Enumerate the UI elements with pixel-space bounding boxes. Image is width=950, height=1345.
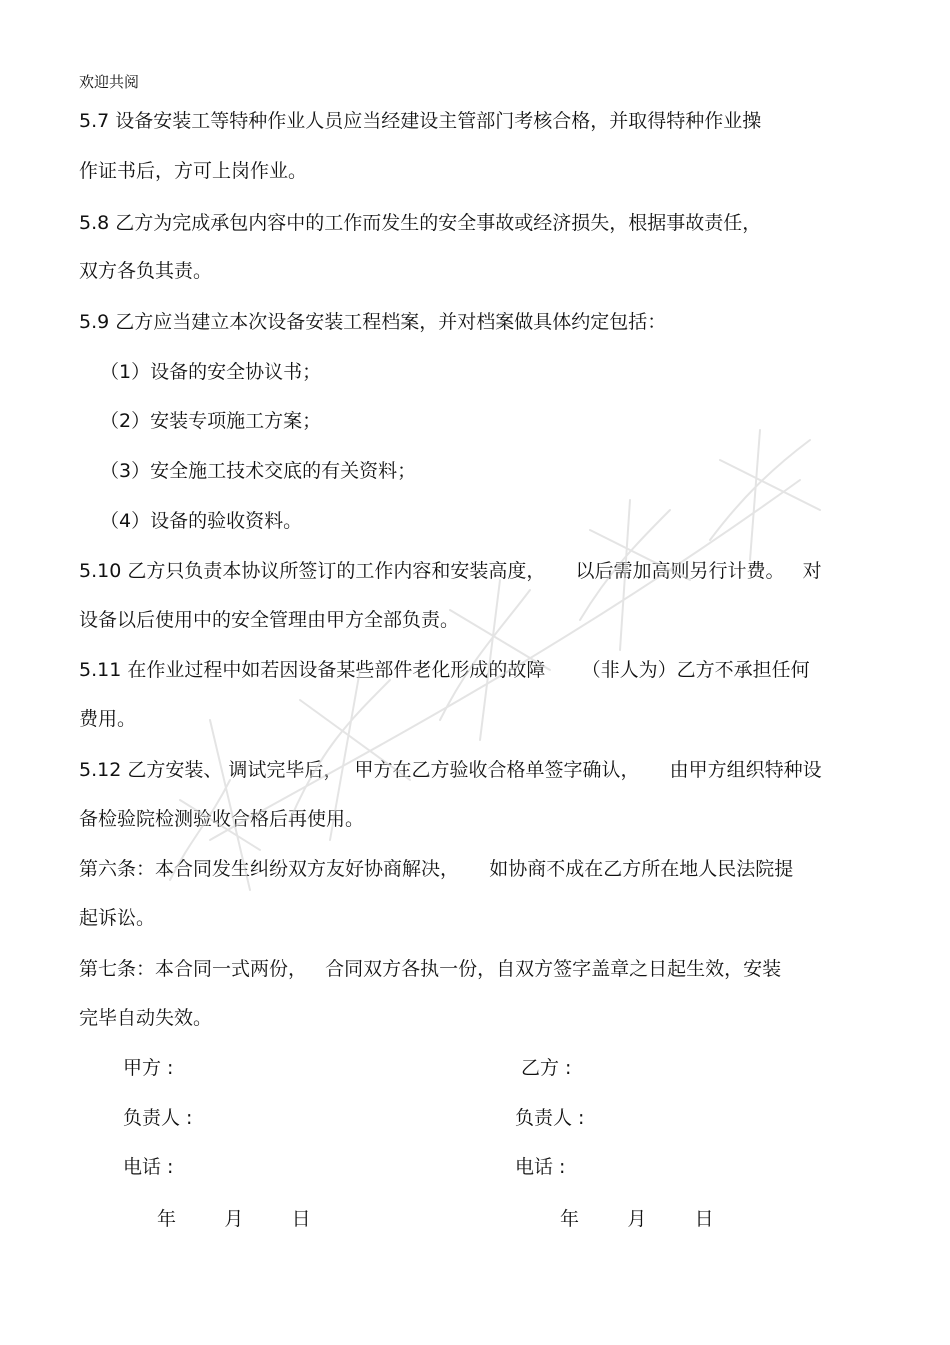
article-7-line-1: 第七条：本合同一式两份， 合同双方各执一份，自双方签字盖章之日起生效，安装 <box>79 958 782 980</box>
clause-5-10-line-1: 5.10 乙方只负责本协议所签订的工作内容和安装高度， 以后需加高则另行计费。 对 <box>79 560 822 582</box>
article-6-line-1: 第六条：本合同发生纠纷双方友好协商解决， 如协商不成在乙方所在地人民法院提 <box>79 858 794 880</box>
party-a-label: 甲方 : <box>123 1057 174 1079</box>
clause-5-11-line-2: 费用。 <box>79 708 137 730</box>
clause-5-9-item-1: （1）设备的安全协议书； <box>100 361 322 383</box>
clause-5-12-line-1: 5.12 乙方安装、 调试完毕后， 甲方在乙方验收合格单签字确认， 由甲方组织特种设 <box>79 759 822 781</box>
clause-5-7-line-1: 5.7 设备安装工等特种作业人员应当经建设主管部门考核合格，并取得特种作业操 <box>79 110 762 132</box>
clause-5-11-line-1: 5.11 在作业过程中如若因设备某些部件老化形成的故障 （非人为）乙方不承担任何 <box>79 659 810 681</box>
party-a-date: 年 月 日 <box>157 1208 311 1230</box>
party-b-date: 年 月 日 <box>560 1208 714 1230</box>
article-6-line-2: 起诉讼。 <box>79 907 156 929</box>
page-header: 欢迎共阅 <box>79 73 140 91</box>
party-b-phone-label: 电话 : <box>515 1156 566 1178</box>
clause-5-7-line-2: 作证书后，方可上岗作业。 <box>79 160 308 182</box>
party-b-label: 乙方 : <box>521 1057 572 1079</box>
clause-5-12-line-2: 备检验院检测验收合格后再使用。 <box>79 808 365 830</box>
clause-5-9-item-4: （4）设备的验收资料。 <box>100 510 303 532</box>
party-a-phone-label: 电话 : <box>123 1156 174 1178</box>
clause-5-9-item-3: （3）安全施工技术交底的有关资料； <box>100 460 417 482</box>
article-7-line-2: 完毕自动失效。 <box>79 1007 213 1029</box>
clause-5-10-line-2: 设备以后使用中的安全管理由甲方全部负责。 <box>79 609 460 631</box>
clause-5-8-line-2: 双方各负其责。 <box>79 260 213 282</box>
clause-5-9-line-1: 5.9 乙方应当建立本次设备安装工程档案，并对档案做具体约定包括： <box>79 311 667 333</box>
clause-5-8-line-1: 5.8 乙方为完成承包内容中的工作而发生的安全事故或经济损失，根据事故责任， <box>79 212 762 234</box>
party-b-person-label: 负责人 : <box>515 1107 585 1129</box>
party-a-person-label: 负责人 : <box>123 1107 193 1129</box>
clause-5-9-item-2: （2）安装专项施工方案； <box>100 410 322 432</box>
